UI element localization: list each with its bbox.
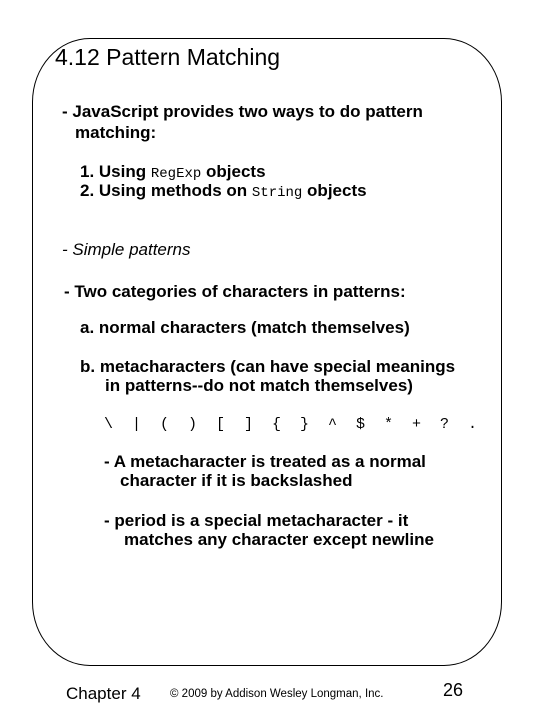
note-2-line-1: - period is a special metacharacter - it [104,511,409,530]
way-item-1-code: RegExp [150,166,202,182]
intro-line-2: matching: [75,123,157,142]
footer-chapter: Chapter 4 [66,684,141,703]
way-item-2-prefix: 2. Using methods on [80,181,252,200]
category-b-line-2: in patterns--do not match themselves) [105,376,413,395]
way-item-1-prefix: 1. Using [80,162,151,181]
metacharacter-list: \ | ( ) [ ] { } ^ $ * + ? . [104,416,483,433]
way-item-2-code: String [251,185,303,201]
way-item-2-suffix: objects [302,181,367,200]
category-a: a. normal characters (match themselves) [80,318,410,337]
category-b-line-1: b. metacharacters (can have special meanings [80,357,456,376]
note-1-line-2: character if it is backslashed [120,471,353,490]
intro-line-1: - JavaScript provides two ways to do pattern [62,102,423,121]
note-2-line-2: matches any character except newline [124,530,434,549]
footer-copyright: © 2009 by Addison Wesley Longman, Inc. [170,688,384,700]
way-item-1-suffix: objects [201,162,266,181]
simple-patterns-heading: - Simple patterns [62,240,191,259]
footer-page-number: 26 [443,680,464,700]
note-1-line-1: - A metacharacter is treated as a normal [104,452,426,471]
categories-heading: - Two categories of characters in patterns: [64,282,406,301]
way-item-2 [80,181,367,203]
slide-title: 4.12 Pattern Matching [55,44,281,70]
